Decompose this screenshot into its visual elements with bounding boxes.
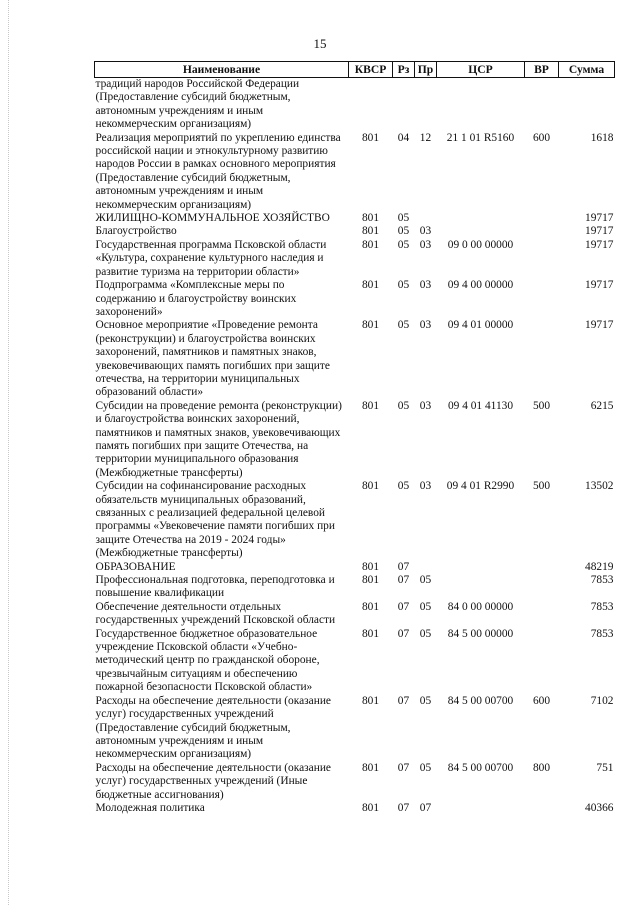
row-sum: 19717 (585, 319, 614, 332)
row-name: ЖИЛИЩНО-КОММУНАЛЬНОЕ ХОЗЯЙСТВО (95, 212, 330, 225)
row-kvsr: 801 (361, 131, 380, 144)
table-row (95, 561, 615, 574)
row-sum: 19717 (585, 212, 614, 225)
table-row (95, 695, 615, 762)
scan-edge-line (8, 0, 10, 905)
row-pr: 03 (419, 279, 432, 292)
table-row (95, 480, 615, 560)
row-pr: 03 (419, 480, 432, 493)
row-sum: 1618 (590, 131, 614, 144)
row-pr: 07 (419, 801, 432, 814)
row-pr (415, 78, 437, 132)
header-csr: ЦСР (437, 62, 525, 78)
table-header-row (95, 62, 615, 78)
row-csr: 09 4 01 R2990 (446, 480, 515, 493)
row-vr (525, 628, 559, 695)
row-rz: 05 (397, 225, 410, 238)
row-pr: 12 (419, 131, 432, 144)
row-name: Государственная программа Псковской области «Культура, сохранение культурного наследия и развитие туризма на территории области» (95, 238, 327, 278)
row-sum: 751 (596, 761, 614, 774)
row-rz: 05 (397, 480, 410, 493)
row-sum: 19717 (585, 225, 614, 238)
row-sum: 7853 (590, 600, 614, 613)
row-rz: 07 (397, 801, 410, 814)
row-pr: 03 (419, 399, 432, 412)
row-kvsr: 801 (361, 627, 380, 640)
header-sum: Сумма (559, 62, 615, 78)
row-csr: 84 5 00 00700 (447, 761, 514, 774)
row-pr (415, 212, 437, 225)
row-name: Подпрограмма «Комплексные меры по содержанию и благоустройству воинских захоронений» (95, 279, 297, 318)
row-sum (559, 78, 615, 132)
row-vr (525, 561, 559, 574)
header-rz: Рз (393, 62, 415, 78)
row-pr: 03 (419, 319, 432, 332)
row-name: ОБРАЗОВАНИЕ (95, 560, 176, 573)
row-rz: 07 (397, 761, 410, 774)
row-sum: 7853 (590, 627, 614, 640)
header-vr: ВР (525, 62, 559, 78)
row-vr: 500 (532, 399, 551, 412)
row-rz: 07 (397, 694, 410, 707)
row-vr: 600 (532, 694, 551, 707)
row-rz: 07 (397, 600, 410, 613)
row-vr (525, 78, 559, 132)
row-kvsr: 801 (361, 694, 380, 707)
row-kvsr: 801 (361, 761, 380, 774)
row-kvsr: 801 (361, 480, 380, 493)
header-name: Наименование (95, 62, 349, 78)
row-kvsr: 801 (361, 238, 380, 251)
table-row (95, 574, 615, 601)
row-sum: 40366 (585, 801, 614, 814)
row-csr: 09 4 01 41130 (447, 399, 514, 412)
row-csr (437, 212, 525, 225)
row-name: Государственное бюджетное образовательное учреждение Псковской области «Учебно-методический центр по гражданской обороне, чрезвычайным ситуациям и обеспечению пожарной безопасности Псковской области» (95, 627, 320, 694)
row-rz: 05 (397, 238, 410, 251)
row-kvsr: 801 (361, 399, 380, 412)
table-row (95, 628, 615, 695)
row-csr: 84 5 00 00700 (447, 694, 514, 707)
row-vr (525, 574, 559, 601)
row-kvsr (349, 78, 393, 132)
row-name: Субсидии на софинансирование расходных обязательств муниципальных образований, связанных с реализацией федеральной целевой программы «Увековечение памяти погибших при защите Отечества на 2019 - 2024 годы» (Межбюджетные трансферты) (95, 480, 335, 560)
row-vr (525, 239, 559, 279)
row-kvsr: 801 (361, 319, 380, 332)
row-name: Основное мероприятие «Проведение ремонта (реконструкции) и благоустройства воинских захоронений, памятников и памятных знаков, увековечивающих память погибших при защите отечества, на территории муниципальных образований области» (95, 319, 330, 399)
row-kvsr: 801 (361, 279, 380, 292)
row-pr: 03 (419, 225, 432, 238)
table-row (95, 802, 615, 815)
row-rz: 07 (397, 560, 410, 573)
row-csr (437, 78, 525, 132)
page-number: 15 (313, 36, 327, 51)
row-sum: 13502 (585, 480, 614, 493)
row-csr (437, 225, 525, 238)
row-pr: 05 (419, 600, 432, 613)
row-rz: 05 (397, 399, 410, 412)
row-csr (437, 561, 525, 574)
row-kvsr: 801 (361, 225, 380, 238)
row-csr (437, 802, 525, 815)
row-name: Субсидии на проведение ремонта (реконструкции) и благоустройства воинских захоронений, памятников и памятных знаков, увековечивающих память погибших при защите Отечества, на территории муниципального образования (Межбюджетные трансферты) (95, 399, 342, 479)
row-sum: 6215 (590, 399, 614, 412)
table-row (95, 132, 615, 212)
row-vr (525, 601, 559, 628)
table-row (95, 279, 615, 319)
row-rz: 05 (397, 212, 410, 225)
row-pr: 05 (419, 574, 432, 587)
row-rz: 07 (397, 627, 410, 640)
table-row (95, 400, 615, 480)
row-pr: 05 (419, 694, 432, 707)
row-sum: 48219 (585, 560, 614, 573)
row-csr: 09 0 00 00000 (447, 238, 514, 251)
budget-table (94, 61, 615, 815)
row-pr: 05 (419, 627, 432, 640)
row-rz: 05 (397, 279, 410, 292)
row-vr (525, 802, 559, 815)
row-vr (525, 279, 559, 319)
row-kvsr: 801 (361, 600, 380, 613)
header-pr: Пр (415, 62, 437, 78)
row-pr (415, 561, 437, 574)
row-vr (525, 225, 559, 238)
table-row (95, 319, 615, 399)
table-row (95, 225, 615, 238)
table-row (95, 239, 615, 279)
row-name: Реализация мероприятий по укреплению единства российской нации и этнокультурному развитию народов России в рамках основного мероприятия (Предоставление субсидий бюджетным, автономным учреждениям и иным некоммерческим организациям) (95, 131, 341, 211)
row-csr: 84 5 00 00000 (447, 627, 514, 640)
row-vr (525, 319, 559, 399)
row-csr (437, 574, 525, 601)
row-kvsr: 801 (361, 801, 380, 814)
row-name: Расходы на обеспечение деятельности (оказание услуг) государственных учреждений (Предоставление субсидий бюджетным, автономным учреждениям и иным некоммерческим организациям) (95, 694, 331, 761)
row-rz: 05 (397, 319, 410, 332)
row-sum: 7853 (590, 574, 614, 587)
row-rz: 04 (397, 131, 410, 144)
row-vr: 500 (532, 480, 551, 493)
row-kvsr: 801 (361, 574, 380, 587)
row-name: Расходы на обеспечение деятельности (оказание услуг) государственных учреждений (Иные бюджетные ассигнования) (95, 761, 331, 801)
row-vr: 800 (532, 761, 551, 774)
table-row (95, 212, 615, 225)
row-sum: 7102 (590, 694, 614, 707)
table-body (95, 78, 615, 816)
row-rz: 07 (397, 574, 410, 587)
row-name: Профессиональная подготовка, переподготовка и повышение квалификации (95, 574, 335, 600)
row-sum: 19717 (585, 238, 614, 251)
table-row (95, 601, 615, 628)
row-name: Молодежная политика (95, 801, 205, 814)
row-name: Благоустройство (95, 225, 177, 238)
row-csr: 84 0 00 00000 (447, 600, 514, 613)
row-csr: 21 1 01 R5160 (446, 131, 515, 144)
row-name: традиций народов Российской Федерации (Предоставление субсидий бюджетным, автономным учреждениям и иным некоммерческим организациям) (95, 78, 300, 131)
table-row (95, 78, 615, 132)
header-kvsr: КВСР (349, 62, 393, 78)
row-csr: 09 4 00 00000 (447, 279, 514, 292)
row-name: Обеспечение деятельности отдельных государственных учреждений Псковской области (95, 600, 336, 627)
row-pr: 03 (419, 238, 432, 251)
table-row (95, 762, 615, 802)
row-kvsr: 801 (361, 212, 380, 225)
row-vr (525, 212, 559, 225)
row-csr: 09 4 01 00000 (447, 319, 514, 332)
row-rz (393, 78, 415, 132)
row-sum: 19717 (585, 279, 614, 292)
row-vr: 600 (532, 131, 551, 144)
row-kvsr: 801 (361, 560, 380, 573)
row-pr: 05 (419, 761, 432, 774)
